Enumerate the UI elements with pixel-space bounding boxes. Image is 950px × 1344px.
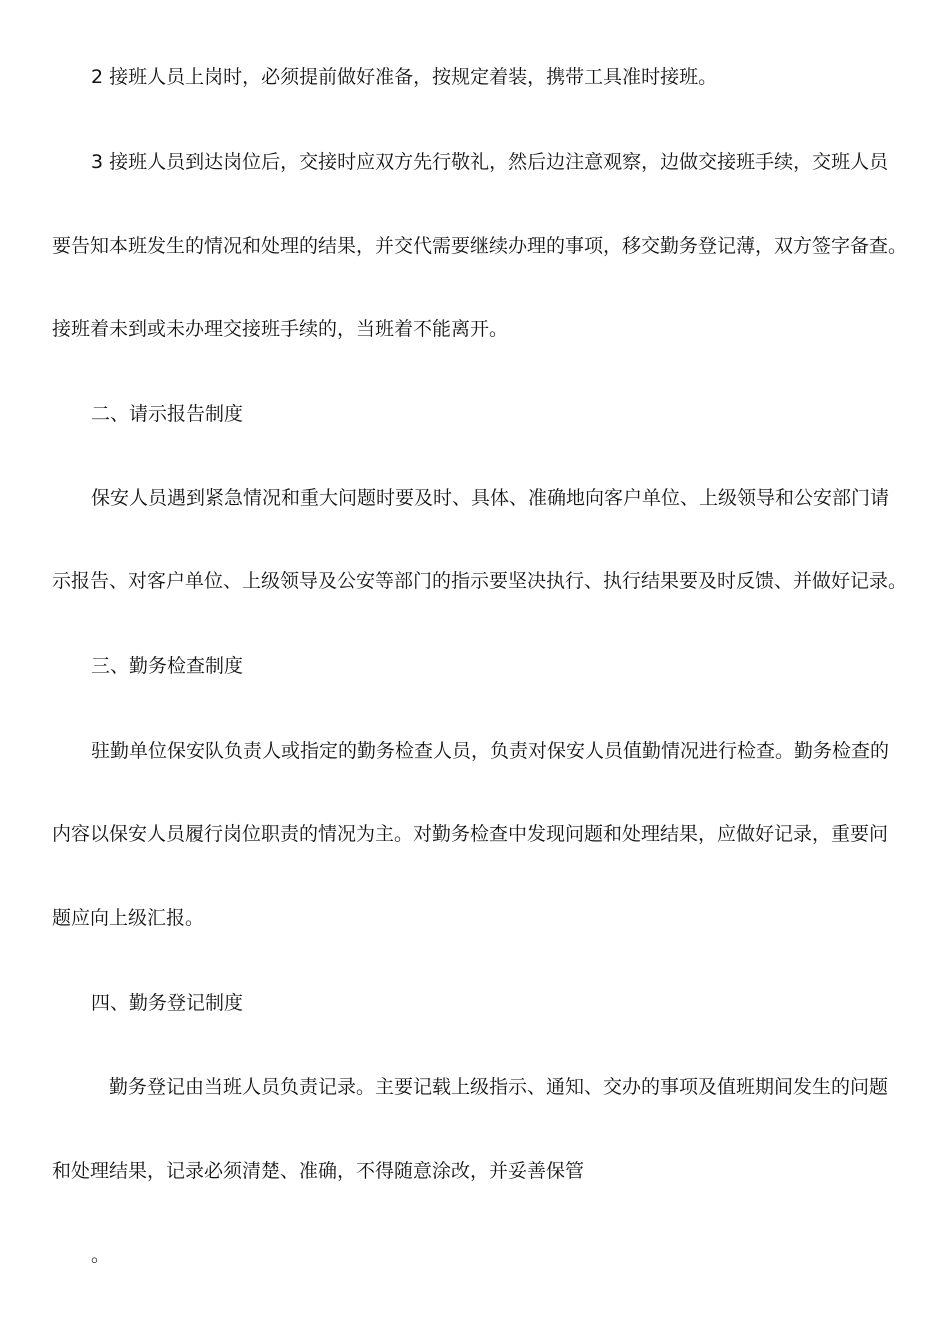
paragraph-line-8: 内容以保安人员履行岗位职责的情况为主。对勤务检查中发现问题和处理结果，应做好记录，重要问 bbox=[52, 823, 889, 845]
section-heading-duty-registration: 四、勤务登记制度 bbox=[91, 992, 244, 1014]
paragraph-line-5: 保安人员遇到紧急情况和重大问题时要及时、具体、准确地向客户单位、上级领导和公安部门请 bbox=[91, 487, 890, 509]
paragraph-line-3: 要告知本班发生的情况和处理的结果，并交代需要继续办理的事项，移交勤务登记薄，双方签字备查。 bbox=[52, 235, 908, 257]
section-heading-duty-inspection: 三、勤务检查制度 bbox=[91, 655, 244, 677]
paragraph-line-6: 示报告、对客户单位、上级领导及公安等部门的指示要坚决执行、执行结果要及时反馈、并做好记录。 bbox=[52, 570, 908, 592]
paragraph-line-4: 接班着未到或未办理交接班手续的，当班着不能离开。 bbox=[52, 318, 509, 340]
paragraph-line-7: 驻勤单位保安队负责人或指定的勤务检查人员，负责对保安人员值勤情况进行检查。勤务检查的 bbox=[91, 740, 890, 762]
paragraph-line-12: 。 bbox=[91, 1244, 111, 1266]
section-heading-request-report: 二、请示报告制度 bbox=[91, 403, 244, 425]
paragraph-line-10: 勤务登记由当班人员负责记录。主要记载上级指示、通知、交办的事项及值班期间发生的问题 bbox=[109, 1076, 889, 1098]
paragraph-line-1: 2 接班人员上岗时，必须提前做好准备，按规定着装，携带工具准时接班。 bbox=[91, 66, 718, 88]
paragraph-line-9: 题应向上级汇报。 bbox=[52, 907, 205, 929]
paragraph-line-11: 和处理结果，记录必须清楚、准确，不得随意涂改，并妥善保管 bbox=[52, 1160, 585, 1182]
paragraph-line-2: 3 接班人员到达岗位后，交接时应双方先行敬礼，然后边注意观察，边做交接班手续，交班人员 bbox=[91, 151, 889, 173]
